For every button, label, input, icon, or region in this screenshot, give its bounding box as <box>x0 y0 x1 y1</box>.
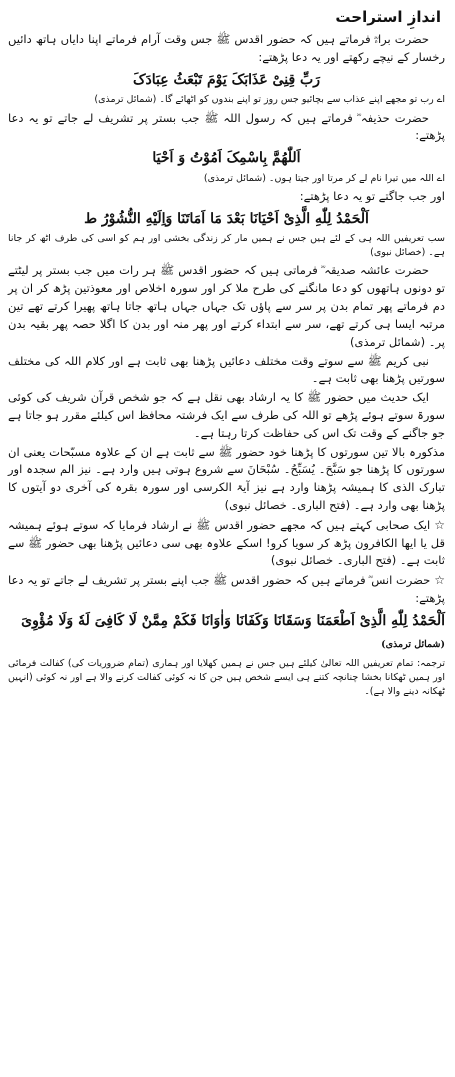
dua-3-translation: سب تعریفیں اللہ ہی کے لئے ہیں جس نے ہمیں مار کر زندگی بخشی اور ہم کو اسی کی طرف اٹھ کر جانا ہے۔ (خصائل نبوی) <box>8 232 445 259</box>
arabic-dua-4-text: اَلْحَمْدُ لِلّٰهِ الَّذِیْ اَطْعَمَنَا وَسَقَانَا وَکَفَانَا وَاٰوَانَا فَکَمْ مِمَّنْ لَا کَافِیَ لَهٗ وَلَا مُؤْوِیَ <box>21 612 445 629</box>
arabic-dua-4 <box>8 610 445 655</box>
paragraph-hadith-angel: ایک حدیث میں حضور ﷺ کا یہ ارشاد بھی نقل ہے کہ جو شخص قرآن شریف کی کوئی سورۃ سوتے ہوئے پڑھے تو اللہ کی طرف سے ایک فرشتہ محافظ اس کیلئے مقرر ہو جاتا ہے جو جاگنے کے وقت تک اس کی حفاظت کرتا رہتا ہے۔ <box>8 390 445 440</box>
dua-2-translation: اے اللہ میں تیرا نام لے کر مرتا اور جیتا ہوں۔ (شمائل ترمذی) <box>203 172 445 184</box>
arabic-dua-1: رَبِّ قِنِیْ عَذَابَکَ یَوْمَ تَبْعَثُ عِبَادَکَ <box>133 71 320 88</box>
paragraph-hudhaifa: حضرت حذیفہ ؓ فرماتے ہیں کہ رسول اللہ ﷺ جب بستر پر تشریف لے جاتے تو یہ دعا پڑھتے: <box>8 110 445 143</box>
star-bullet-icon: ☆ <box>434 573 445 588</box>
star-bullet-icon: ☆ <box>434 517 445 532</box>
arabic-dua-3: اَلْحَمْدُ لِلّٰهِ الَّذِیْ اَحْیَانَا بَعْدَ مَا اَمَاتَنَا وَاِلَیْهِ النُّشُوْرُ ط <box>84 210 369 227</box>
dua-1-translation: اے رب تو مجھے اپنے عذاب سے بچائیو جس روز تو اپنے بندوں کو اٹھائے گا۔ (شمائل ترمذی) <box>94 94 445 106</box>
paragraph-bara: حضرت براءؓ فرماتے ہیں کہ حضور اقدس ﷺ جس وقت آرام فرماتے اپنا دایاں ہاتھ دائیں رخسار کے نیچے رکھتے اور یہ دعا پڑھتے: <box>8 32 445 65</box>
paragraph-aisha: حضرت عائشہ صدیقہ ؓ فرماتی ہیں کہ حضور اقدس ﷺ ہر رات میں جب بستر پر لیٹتے تو دونوں ہاتھوں کو دعا مانگنے کی طرح ملا کر اور سورہ اخلاص اور معوذتین پڑھ کر ان پر دم فرماتے پھر تمام بدن پر سر سے پاؤں تک جہاں جہاں ہاتھ جاتا ہاتھ پھیرا کرتے تھے تین مرتبہ ایسا ہی کرتے تھے، سر سے ابتداء کرتے اور پھر منہ اور بدن کا اگلا حصہ پھر بقیہ بدن پر۔ (شمائل ترمذی) <box>8 263 445 349</box>
paragraph-anas-text: حضرت انس ؓ فرماتے ہیں کہ حضور اقدس ﷺ جب اپنے بستر پر تشریف لے جاتے تو یہ دعا پڑھتے: <box>8 573 445 606</box>
paragraph-surahs: مذکورہ بالا تین سورتوں کا پڑھنا خود حضور ﷺ سے ثابت ہے ان کے علاوہ مسبّحات یعنی ان سورتوں کا پڑھنا جو سَبَّحَ۔ یُسَبِّحُ۔ سُبْحَانَ سے شروع ہوتی ہیں وارد ہے۔ نیز الم سجدہ اور تبارک الذی کا ہمیشہ پڑھنا وارد ہے نیز آیۃ الکرسی اور سورہ بقرہ کی آخری دو آیتوں کا پڑھنا بھی وارد ہے۔ (فتح الباری۔ خصائل نبوی) <box>8 444 445 513</box>
paragraph-various-duas: نبی کریم ﷺ سے سوتے وقت مختلف دعائیں پڑھنا بھی ثابت ہے اور کلام اللہ کی مختلف سورتیں پڑھنا بھی ثابت ہے۔ <box>8 353 445 386</box>
final-translation: ترجمہ: تمام تعریفیں اللہ تعالیٰ کیلئے ہیں جس نے ہمیں کھلایا اور ہماری (تمام ضروریات کی) کفالت فرمائی اور ہمیں ٹھکانا بخشا چنانچہ کتنے ہی ایسے شخص ہیں جن کا نہ کوئی کفالت کرنے والا ہے اور نہ کوئی (انہیں ٹھکانہ دینے والا ہے)۔ <box>8 657 445 698</box>
arabic-dua-2: اَللّٰھُمَّ بِاسْمِکَ اَمُوْتُ وَ اَحْیَا <box>152 150 301 167</box>
page-title: اندازِ استراحت <box>335 8 441 26</box>
paragraph-sahabi <box>8 516 445 570</box>
dua-4-citation: (شمائل ترمذی) <box>381 639 445 651</box>
paragraph-anas <box>8 571 445 608</box>
paragraph-waking: اور جب جاگتے تو یہ دعا پڑھتے: <box>299 188 445 203</box>
paragraph-sahabi-text: ایک صحابی کہتے ہیں کہ مجھے حضور اقدس ﷺ نے ارشاد فرمایا کہ سوتے ہوئے ہمیشہ قل یا ایھا الکافرون پڑھ کر سویا کرو! اسکے علاوہ بھی سی دعائیں پڑھنا بھی حضور ﷺ سے ثابت ہے۔ (فتح الباری۔ خصائل نبوی) <box>8 517 445 568</box>
